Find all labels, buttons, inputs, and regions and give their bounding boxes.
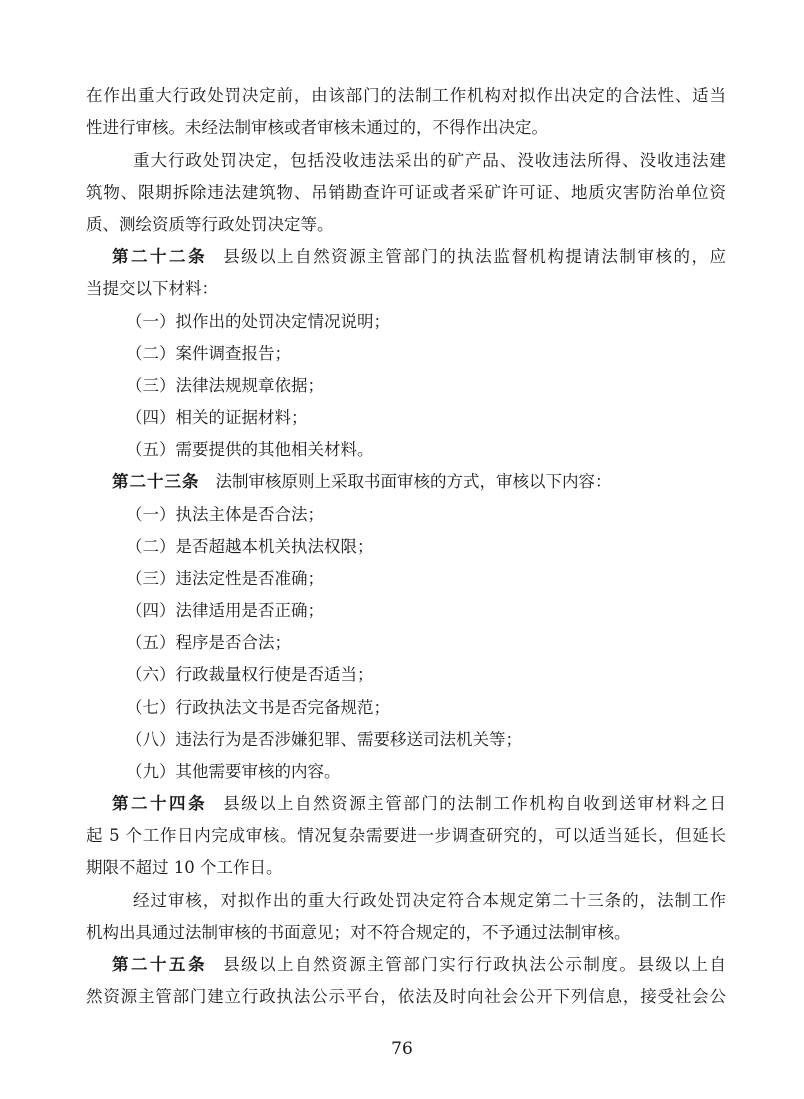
article-25-line bbox=[112, 954, 726, 976]
article-22-line bbox=[112, 246, 726, 268]
list-item: （四）法律适用是否正确； bbox=[126, 601, 324, 620]
paragraph-line: 质、测绘资质等行政处罚决定等。 bbox=[86, 215, 334, 234]
list-item: （六）行政裁量权行使是否适当； bbox=[126, 665, 374, 684]
article-24-title: 第二十四条 bbox=[112, 794, 208, 813]
paragraph-line: 期限不超过 10 个工作日。 bbox=[86, 858, 283, 877]
article-22-title: 第二十二条 bbox=[112, 247, 208, 266]
list-item: （二）案件调查报告； bbox=[126, 344, 291, 363]
list-item: （九）其他需要审核的内容。 bbox=[126, 762, 341, 781]
paragraph-line: 重大行政处罚决定，包括没收违法采出的矿产品、没收违法所得、没收违法建 bbox=[133, 151, 726, 170]
list-item: （三）法律法规规章依据； bbox=[126, 376, 324, 395]
list-item: （二）是否超越本机关执法权限； bbox=[126, 537, 374, 556]
paragraph-line: 性进行审核。未经法制审核或者审核未通过的，不得作出决定。 bbox=[86, 118, 548, 137]
article-23-text: 法制审核原则上采取书面审核的方式，审核以下内容： bbox=[215, 472, 612, 491]
list-item: （一）拟作出的处罚决定情况说明； bbox=[126, 312, 390, 331]
article-24-text: 县级以上自然资源主管部门的法制工作机构自收到送审材料之日 bbox=[223, 794, 726, 813]
paragraph-line: 经过审核，对拟作出的重大行政处罚决定符合本规定第二十三条的，法制工作 bbox=[133, 891, 726, 910]
list-item: （八）违法行为是否涉嫌犯罪、需要移送司法机关等； bbox=[126, 730, 522, 749]
paragraph-line: 在作出重大行政处罚决定前，由该部门的法制工作机构对拟作出决定的合法性、适当 bbox=[86, 86, 726, 105]
list-item: （七）行政执法文书是否完备规范； bbox=[126, 698, 390, 717]
article-23-line bbox=[112, 471, 726, 493]
article-25-title: 第二十五条 bbox=[112, 955, 208, 974]
paragraph-line: 然资源主管部门建立行政执法公示平台，依法及时向社会公开下列信息，接受社会公 bbox=[86, 987, 726, 1006]
article-23-title: 第二十三条 bbox=[112, 472, 200, 491]
list-item: （五）需要提供的其他相关材料。 bbox=[126, 440, 374, 459]
paragraph-line: 起 5 个工作日内完成审核。情况复杂需要进一步调查研究的，可以适当延长，但延长 bbox=[86, 826, 726, 845]
page-number: 76 bbox=[391, 1039, 413, 1059]
article-25-text: 县级以上自然资源主管部门实行行政执法公示制度。县级以上自 bbox=[223, 955, 726, 974]
list-item: （四）相关的证据材料； bbox=[126, 408, 308, 427]
article-24-line bbox=[112, 793, 726, 815]
list-item: （五）程序是否合法； bbox=[126, 633, 291, 652]
paragraph-line: 机构出具通过法制审核的书面意见；对不符合规定的，不予通过法制审核。 bbox=[86, 923, 631, 942]
article-22-text: 县级以上自然资源主管部门的执法监督机构提请法制审核的，应 bbox=[223, 247, 726, 266]
list-item: （一）执法主体是否合法； bbox=[126, 505, 324, 524]
paragraph-line: 筑物、限期拆除违法建筑物、吊销勘查许可证或者采矿许可证、地质灾害防治单位资 bbox=[86, 183, 726, 202]
paragraph-line: 当提交以下材料： bbox=[86, 279, 218, 298]
list-item: （三）违法定性是否准确； bbox=[126, 569, 324, 588]
